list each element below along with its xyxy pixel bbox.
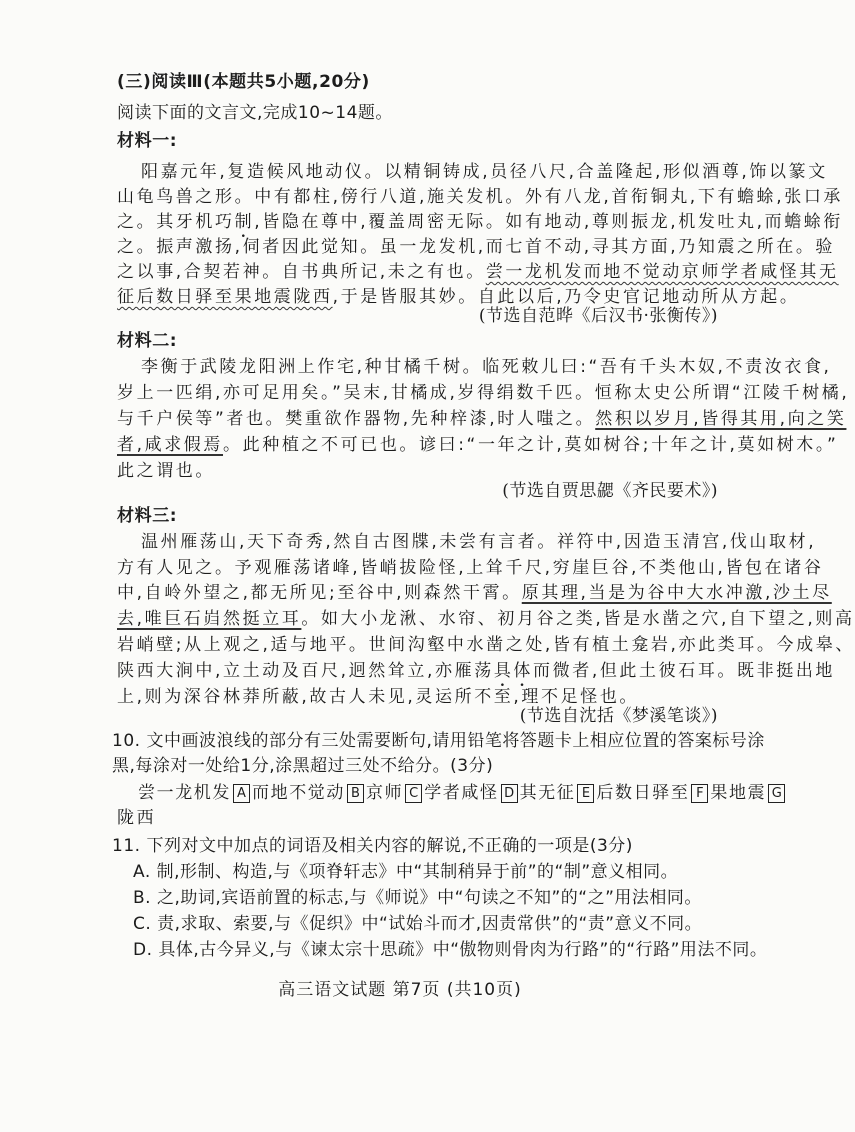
q11-option-d: D. 具体,古今异义,与《谏太宗十思疏》中“傲物则骨肉为行路”的“行路”用法不同。 [133, 940, 768, 960]
m2-source: (节选自贾思勰《齐民要术》) [502, 481, 718, 501]
instruction: 阅读下面的文言文,完成10~14题。 [117, 103, 393, 123]
m3-line: 方有人见之。予观雁荡诸峰,皆峭拔险怪,上耸千尺,穷崖巨谷,不类他山,皆包在诸谷 [117, 558, 824, 578]
wavy-underlined-text: 征后数日驿至果地震陇西 [117, 287, 333, 307]
wavy-underlined-text: 尝一龙机发而地不觉动京师学者咸怪其无 [485, 262, 839, 282]
answer-option-box[interactable]: F [691, 784, 708, 803]
m1-line: 之。其牙机巧制,皆隐在尊中,覆盖周密无际。如有地动,尊则振龙,机发吐丸,而蟾蜍衔 [117, 212, 844, 232]
question-11-stem: 11. 下列对文中加点的词语及相关内容的解说,不正确的一项是(3分) [112, 836, 633, 856]
m2-line: 者,咸求假焉。此种植之不可已也。谚曰:“一年之计,莫如树谷;十年之计,莫如树木。” [117, 435, 839, 455]
underlined-text: 然积以岁月,皆得其用,向之笑 [595, 409, 847, 429]
underlined-text: 者,咸求假焉 [117, 435, 224, 455]
dotted-word: 具体 [493, 661, 534, 681]
m3-line: 岩峭壁;从上观之,适与地平。世间沟壑中水凿之处,皆有植土龛岩,亦此类耳。今成皋、 [117, 635, 855, 655]
material-1-label: 材料一: [117, 131, 178, 151]
m2-line: 此之谓也。 [117, 461, 215, 481]
answer-option-box[interactable]: C [405, 784, 422, 803]
answer-option-box[interactable]: B [347, 784, 364, 803]
m1-source: (节选自范晔《后汉书·张衡传》) [478, 306, 718, 326]
m1-line: 之。振声激扬,伺者因此觉知。虽一龙发机,而七首不动,寻其方面,乃知震之所在。验 [117, 237, 836, 257]
m3-line: 去,唯巨石岿然挺立耳。如大小龙湫、水帘、初月谷之类,皆是水凿之穴,自下望之,则高 [117, 609, 855, 629]
answer-option-box[interactable]: E [577, 784, 594, 803]
question-10-stem: 黑,每涂对一处给1分,涂黑超过三处不给分。(3分) [112, 756, 494, 776]
m2-line: 岁上一匹绢,亦可足用矣。”吴末,甘橘成,岁得绢数千匹。恒称太史公所谓“江陵千树橘, [117, 383, 850, 403]
m3-source: (节选自沈括《梦溪笔谈》) [519, 706, 718, 726]
q10-answer-strip-tail: 陇西 [117, 808, 157, 828]
answer-option-box[interactable]: A [233, 784, 250, 803]
m3-line: 中,自岭外望之,都无所见;至谷中,则森然干霄。原其理,当是为谷中大水冲激,沙土尽 [117, 583, 832, 603]
m2-line: 与千户侯等”者也。樊重欲作器物,先种梓漆,时人嗤之。然积以岁月,皆得其用,向之笑 [117, 409, 847, 429]
material-3-label: 材料三: [117, 506, 178, 526]
answer-option-box[interactable]: D [501, 784, 518, 803]
section-title: (三)阅读Ⅲ(本题共5小题,20分) [117, 72, 370, 92]
answer-option-box[interactable]: G [768, 784, 785, 803]
m1-line: 阳嘉元年,复造候风地动仪。以精铜铸成,员径八尺,合盖隆起,形似酒尊,饰以篆文 [141, 162, 828, 182]
page-footer: 高三语文试题 第7页 (共10页) [278, 980, 522, 1000]
m1-line: 之以事,合契若神。自书典所记,未之有也。尝一龙机发而地不觉动京师学者咸怪其无 [117, 262, 839, 282]
q11-option-a: A. 制,形制、构造,与《项脊轩志》中“其制稍异于前”的“制”意义相同。 [133, 862, 679, 882]
q11-option-c: C. 责,求取、索要,与《促织》中“试始斗而才,因责常供”的“责”意义不同。 [133, 914, 703, 934]
q10-answer-strip: 尝一龙机发 A 而地不觉动 B 京师 C 学者咸怪 D 其无征 E 后数日驿至 F 果地震 G [138, 782, 738, 804]
underlined-text: 原其理,当是为谷中大水冲激,沙土尽 [521, 583, 832, 603]
q11-option-b: B. 之,助词,宾语前置的标志,与《师说》中“句读之不知”的“之”用法相同。 [133, 888, 702, 908]
m3-line: 上,则为深谷林莽所蔽,故古人未见,灵运所不至,理不足怪也。 [117, 687, 640, 707]
material-2-label: 材料二: [117, 331, 178, 351]
question-10-stem: 10. 文中画波浪线的部分有三处需要断句,请用铅笔将答题卡上相应位置的答案标号涂 [112, 731, 765, 751]
m2-line: 李衡于武陵龙阳洲上作宅,种甘橘千树。临死敕儿曰:“吾有千头木奴,不责汝衣食, [141, 357, 832, 377]
m1-line: 山龟鸟兽之形。中有都柱,傍行八道,施关发机。外有八龙,首衔铜丸,下有蟾蜍,张口承 [117, 187, 844, 207]
dotted-word: 制 [234, 212, 255, 232]
m3-line: 温州雁荡山,天下奇秀,然自古图牒,未尝有言者。祥符中,因造玉清宫,伐山取材, [141, 532, 817, 552]
m1-line: 征后数日驿至果地震陇西,于是皆服其妙。自此以后,乃令史官记地动所从方起。 [117, 287, 800, 307]
m3-line: 陕西大涧中,立土动及百尺,迥然耸立,亦雁荡具体而微者,但此土彼石耳。既非挺出地 [117, 661, 836, 681]
underlined-text: 去,唯巨石岿然挺立耳 [117, 609, 302, 629]
